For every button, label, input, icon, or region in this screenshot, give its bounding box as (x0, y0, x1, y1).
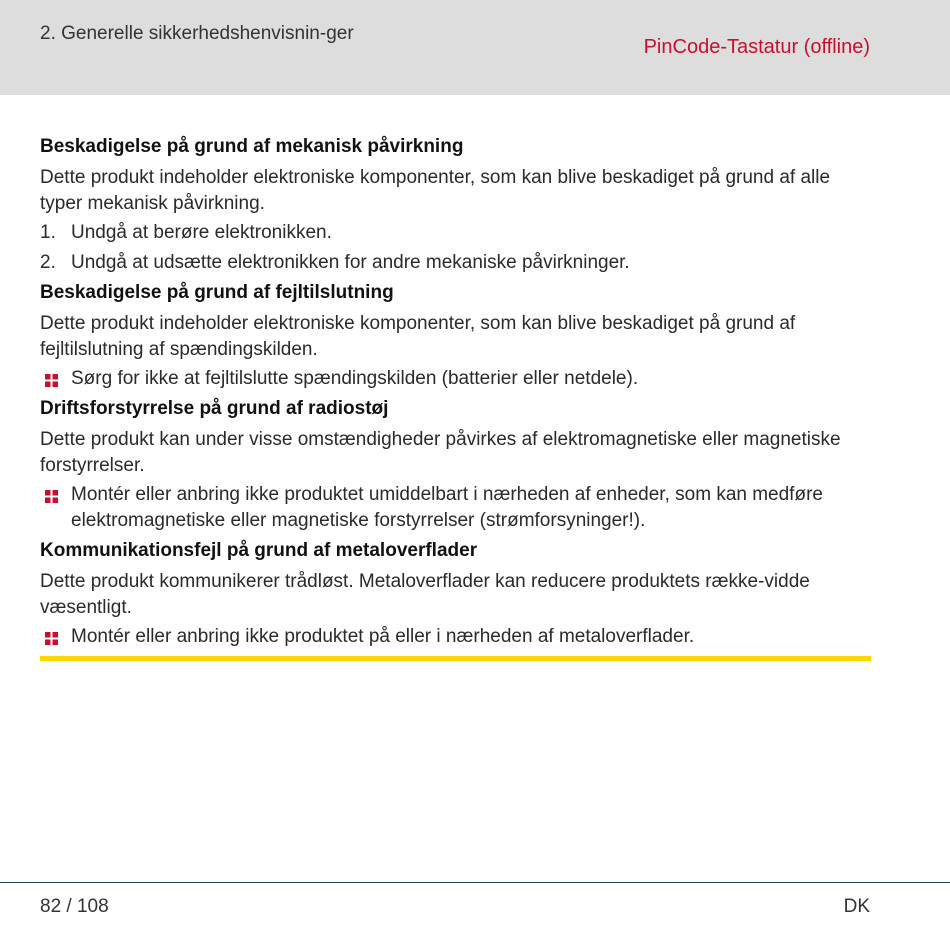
section-paragraph: Dette produkt kommunikerer trådløst. Metaloverflader kan reducere produktets række-vidde væsentligt. (40, 571, 810, 618)
list-item-text: Undgå at udsætte elektronikken for andre mekaniske påvirkninger. (71, 252, 630, 273)
square-bullet-icon (45, 632, 58, 645)
section-heading: Beskadigelse på grund af mekanisk påvirkning (40, 136, 464, 157)
section-mechanical (40, 134, 870, 276)
section-heading: Kommunikationsfejl på grund af metaloverflader (40, 540, 478, 561)
list-item (40, 624, 870, 650)
section-heading: Driftsforstyrrelse på grund af radiostøj (40, 398, 389, 419)
list-item (40, 220, 870, 246)
main-content (40, 134, 870, 661)
section-radio-noise (40, 396, 870, 534)
page-number: 82 / 108 (40, 896, 109, 917)
footer-divider (0, 882, 950, 883)
language-code: DK (843, 896, 870, 917)
section-heading: Beskadigelse på grund af fejltilslutning (40, 282, 394, 303)
section-end-divider (40, 656, 871, 661)
bullet-list (40, 624, 870, 650)
section-wrong-connection (40, 280, 870, 392)
chapter-title: 2. Generelle sikkerhedshenvisnin-ger (40, 23, 354, 44)
square-bullet-icon (45, 490, 58, 503)
list-item (40, 366, 870, 392)
section-paragraph: Dette produkt indeholder elektroniske komponenter, som kan blive beskadiget på grund af alle typer mekanisk påvirkning. (40, 167, 831, 214)
product-title: PinCode-Tastatur (offline) (643, 36, 870, 58)
square-bullet-icon (45, 374, 58, 387)
list-item-text: Montér eller anbring ikke produktet på eller i nærheden af metaloverflader. (71, 626, 695, 647)
list-number: 1. (40, 222, 56, 243)
list-item-text: Montér eller anbring ikke produktet umiddelbart i nærheden af enheder, som kan medføre elektromagnetiske eller magnetiske forstyrrelser (strømforsyninger!). (71, 484, 823, 531)
list-item-text: Sørg for ikke at fejltilslutte spændingskilden (batterier eller netdele). (71, 368, 639, 389)
list-number: 2. (40, 252, 56, 273)
list-item (40, 482, 870, 534)
numbered-list (40, 220, 870, 276)
bullet-list (40, 366, 870, 392)
page-header (0, 0, 950, 95)
list-item-text: Undgå at berøre elektronikken. (71, 222, 332, 243)
section-paragraph: Dette produkt indeholder elektroniske komponenter, som kan blive beskadiget på grund af fejltilslutning af spændingskilden. (40, 313, 796, 360)
section-metal-surfaces (40, 538, 870, 650)
bullet-list (40, 482, 870, 534)
list-item (40, 250, 870, 276)
section-paragraph: Dette produkt kan under visse omstændigheder påvirkes af elektromagnetiske eller magnetiske forstyrrelser. (40, 429, 841, 476)
